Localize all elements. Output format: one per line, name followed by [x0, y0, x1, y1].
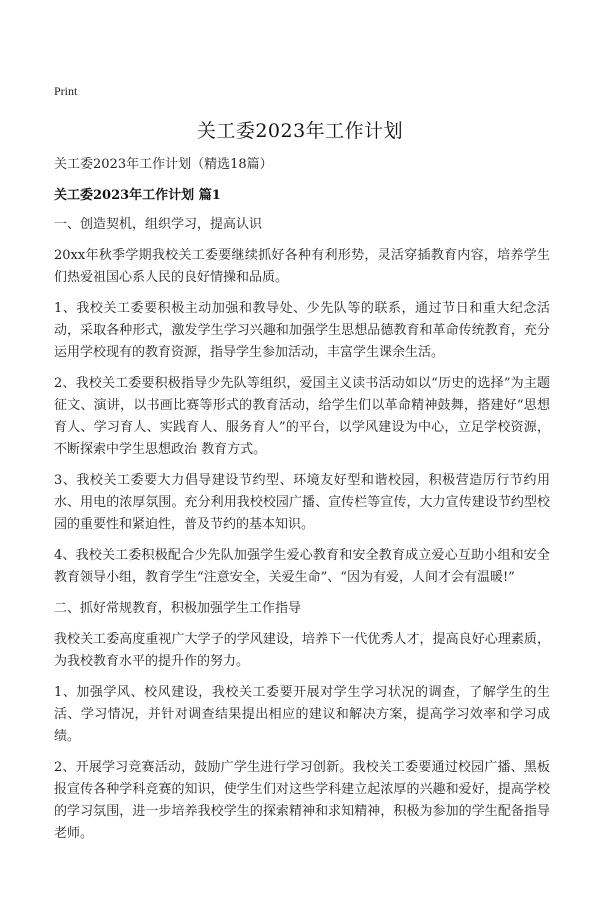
print-label[interactable]: Print [54, 84, 78, 98]
paragraph: 一、创造契机，组织学习，提高认识 [54, 217, 263, 232]
paragraph: 2、开展学习竞赛活动，鼓励广学生进行学习创新。我校关工委要通过校园广播、黑板报宣传各种学科竞赛的知识，使学生们对这些学科建立起浓厚的兴趣和爱好，提高学校的学习氛围，进一步培养我校学生的探索精神和求知精神，积极为参加的学生配备指导老师。 [54, 760, 550, 841]
paragraph: 4、我校关工委积极配合少先队加强学生爱心教育和安全教育成立爱心互助小组和安全教育领导小组，教育学生“注意安全，关爱生命”、“因为有爱，人间才会有温暖!” [54, 548, 550, 585]
paragraph: 2、我校关工委要积极指导少先队等组织，爱国主义读书活动如以“历史的选择”为主题征文、演讲，以书画比赛等形式的教育活动，给学生们以革命精神鼓舞，搭建好“思想育人、学习育人、实践育人、服务育人”的平台，以学风建设为中心，立足学校资源，不断探索中学生思想政治 教育方式。 [54, 376, 550, 457]
section-heading: 关工委2023年工作计划 篇1 [54, 188, 221, 203]
paragraph: 我校关工委高度重视广大学子的学风建设，培养下一代优秀人才，提高良好心理素质，为我校教育水平的提升作的努力。 [54, 632, 550, 669]
paragraph: 二、抓好常规教育，积极加强学生工作指导 [54, 601, 302, 616]
page-title: 关工委2023年工作计划 [196, 120, 404, 142]
paragraph: 3、我校关工委要大力倡导建设节约型、环境友好型和谐校园，积极营造厉行节约用水、用电的浓厚氛围。充分利用我校校园广播、宣传栏等宣传，大力宣传建设节约型校园的重要性和紧迫性，普及节约的基本知识。 [54, 473, 550, 532]
document-body [54, 214, 550, 854]
document-subtitle: 关工委2023年工作计划（精选18篇） [54, 157, 273, 172]
paragraph: 1、我校关工委要积极主动加强和教导处、少先队等的联系，通过节日和重大纪念活动，采取各种形式，激发学生学习兴趣和加强学生思想品德教育和革命传统教育，充分运用学校现有的教育资源，指导学生参加活动，丰富学生课余生活。 [54, 301, 550, 360]
paragraph: 1、加强学风、校风建设，我校关工委要开展对学生学习状况的调查，了解学生的生活、学习情况，并针对调查结果提出相应的建议和解决方案，提高学习效率和学习成绩。 [54, 685, 550, 744]
paragraph: 20xx年秋季学期我校关工委要继续抓好各种有利形势，灵活穿插教育内容，培养学生们热爱祖国心系人民的良好情操和品质。 [54, 248, 550, 285]
